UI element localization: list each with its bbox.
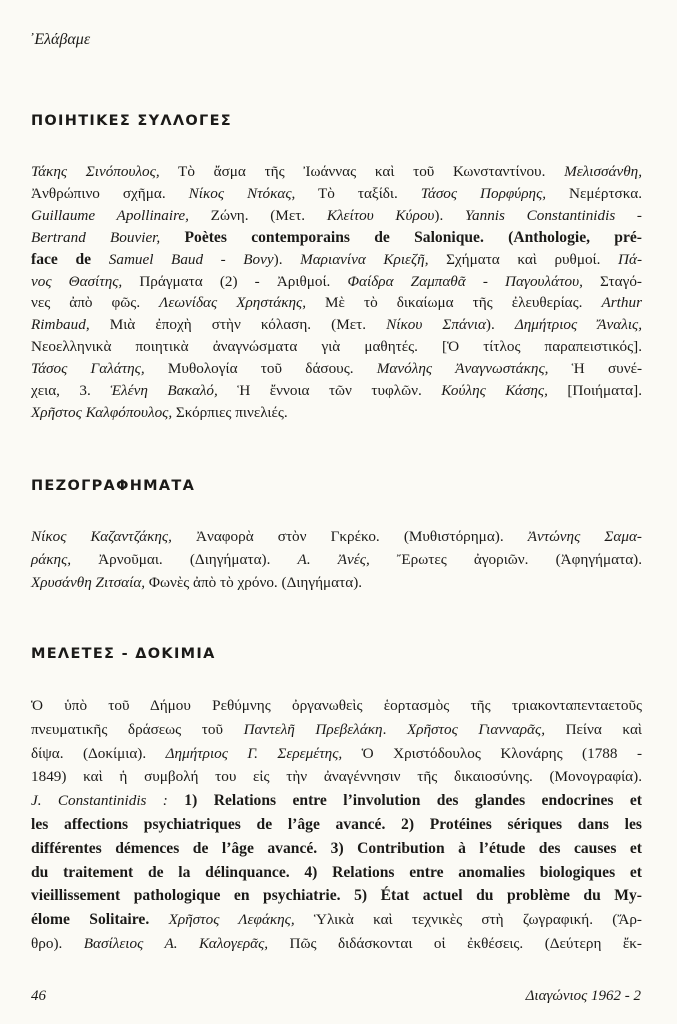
section-heading-prose: ΠΕΖΟΓΡΑΦΗΜΑΤΑ	[31, 478, 196, 494]
text-segment: face de	[31, 250, 109, 268]
text-segment: .	[382, 720, 407, 738]
journal-issue: Διαγώνιος 1962 - 2	[525, 988, 641, 1004]
section-heading-poetry-collections: ΠΟΙΗΤΙΚΕΣ ΣΥΛΛΟΓΕΣ	[31, 113, 232, 129]
text-line	[31, 185, 642, 203]
text-segment: Τὸ ἄσμα τῆς Ἰωάννας καὶ τοῦ Κωνσταντίνου.	[159, 163, 565, 180]
author-name: Samuel Baud - Bovy	[108, 250, 274, 268]
text-line	[31, 251, 642, 269]
text-segment: Φωνὲς ἀπὸ τὸ χρόνο. (Διηγήματα).	[145, 573, 363, 591]
text-segment: élome Solitaire.	[31, 911, 169, 929]
text-line	[31, 528, 642, 546]
text-line	[31, 360, 642, 378]
author-name: Ἑλένη Βακαλό,	[110, 382, 218, 399]
text-line	[31, 864, 642, 882]
text-line	[31, 229, 642, 247]
text-segment: Ἀρνοῦμαι. (Διηγήματα).	[71, 550, 298, 568]
text-segment: νες ἀπὸ φῶς.	[31, 294, 160, 312]
text-segment: Ὑλικὰ καὶ τεχνικὲς στὴ ζωγραφική. (Ἄρ-	[294, 911, 642, 929]
text-line	[31, 721, 642, 739]
text-line	[31, 338, 642, 356]
text-line	[31, 273, 642, 291]
author-name: Χρυσάνθη Ζιτσαία,	[31, 573, 146, 591]
author-name: Arthur	[601, 294, 642, 312]
author-name: Κούλης Κάσης,	[441, 382, 548, 399]
text-segment: Ἀνθρώπινο σχῆμα.	[31, 184, 189, 202]
author-name: Δημήτριος Ἄναλις,	[514, 316, 642, 334]
text-segment: différentes démences de l’âge avancé. 3) Contribution à l’étude des causes et	[31, 839, 642, 857]
author-name: Χρῆστος Γιανναρᾶς,	[406, 720, 545, 738]
text-segment: Μὲ τὸ δικαίωμα τῆς ἐλευθερίας.	[306, 294, 602, 312]
text-line	[31, 697, 642, 715]
author-name: Yannis Constantinidis -	[464, 206, 642, 224]
page-number: 46	[31, 988, 46, 1004]
text-segment: Πῶς διδάσκονται οἱ ἐκθέσεις. (Δεύτερη ἔκ-	[268, 935, 642, 952]
author-name: Α. Ἀνές,	[297, 550, 370, 568]
text-line	[31, 316, 642, 334]
author-name: Παντελῆ Πρεβελάκη	[243, 720, 383, 738]
author-name: νος Θασίτης,	[31, 272, 123, 290]
text-segment: les affections psychiatriques de l’âge avancé. 2) Protéines sériques dans les	[31, 816, 642, 833]
text-segment: Ἔρωτες ἀγοριῶν. (Ἀφηγήματα).	[369, 550, 643, 568]
text-segment: Σταγό-	[582, 272, 642, 290]
text-line	[31, 816, 642, 834]
author-name: Μελισσάνθη,	[564, 163, 642, 180]
author-name: Τάσος Γαλάτης,	[31, 360, 145, 378]
text-line	[31, 745, 642, 763]
text-line	[31, 294, 642, 312]
text-segment: Πείνα καὶ	[545, 720, 642, 738]
author-name: Νίκος Ντόκας,	[188, 184, 296, 202]
text-line	[31, 887, 642, 905]
text-segment: Ζώνη. (Μετ.	[188, 206, 327, 224]
text-segment: ).	[273, 250, 301, 268]
text-segment: du traitement de la délinquance. 4) Relations entre anomalies biologiques et	[31, 863, 642, 881]
author-name: Τάκης Σινόπουλος,	[31, 163, 160, 180]
author-name: Ἀντώνης Σαμα-	[527, 528, 642, 545]
text-segment: Πράγματα (2) - Ἀριθμοί.	[122, 272, 348, 290]
author-name: Βασίλειος Α. Καλογερᾶς,	[83, 935, 269, 952]
text-segment: ).	[485, 316, 515, 334]
text-line	[31, 935, 642, 953]
page-header: ᾿Ελάβαμε	[29, 31, 91, 48]
author-name: Πά-	[618, 250, 642, 268]
author-name: Νίκου Σπάνια	[386, 316, 486, 334]
author-name: Τάσος Πορφύρης,	[420, 184, 547, 202]
text-line	[31, 404, 642, 422]
text-segment: Νεμέρτσκα.	[546, 184, 643, 202]
text-line	[31, 911, 642, 929]
text-segment: Νεοελληνικὰ ποιητικὰ ἀναγνώσματα γιὰ μαθητές. [Ὁ τίτλος παραπειστικός].	[31, 338, 642, 356]
text-segment: ).	[434, 206, 465, 224]
text-segment: Μυθολογία τοῦ δάσους.	[144, 360, 377, 378]
text-segment: vieillissement pathologique en psychiatrie. 5) État actuel du problème du My-	[31, 887, 642, 905]
text-segment: πνευματικῆς δράσεως τοῦ	[31, 720, 244, 738]
text-segment: Ἡ συνέ-	[548, 360, 643, 378]
text-segment: Ὁ Χριστόδουλος Κλονάρης (1788 -	[342, 744, 643, 762]
text-segment: Ἡ ἔννοια τῶν τυφλῶν.	[217, 382, 442, 399]
text-segment: Σκόρπιες πινελιές.	[172, 403, 288, 421]
text-line	[31, 163, 642, 181]
author-name: Χρῆστος Καλφόπουλος,	[31, 403, 173, 421]
text-segment: Ὁ ὑπὸ τοῦ Δήμου Ρεθύμνης ὀργανωθεὶς ἑορτασμὸς τῆς τριακονταπενταετοῦς	[31, 697, 642, 714]
section-heading-studies-essays: ΜΕΛΕΤΕΣ - ΔΟΚΙΜΙΑ	[31, 646, 216, 662]
author-name: Χρῆστος Λεφάκης,	[168, 911, 295, 929]
text-segment: [Ποιήματα].	[547, 382, 642, 399]
text-line	[31, 792, 642, 810]
author-name: J. Constantinidis :	[31, 792, 168, 810]
author-name: Νίκος Καζαντζάκης,	[31, 528, 172, 545]
text-line	[31, 551, 642, 569]
text-line	[31, 768, 642, 786]
text-segment: Μιὰ ἐποχὴ στὴν κόλαση. (Μετ.	[89, 316, 387, 334]
author-name: Bertrand Bouvier,	[31, 228, 161, 246]
author-name: Δημήτριος Γ. Σερεμέτης,	[165, 744, 343, 762]
text-segment: Σχήματα καὶ ρυθμοί.	[428, 250, 618, 268]
text-line	[31, 840, 642, 858]
text-segment: θρο).	[31, 935, 84, 952]
text-segment: 1849) καὶ ἡ συμβολή του εἰς τὴν ἀναγέννησιν τῆς δικαιοσύνης. (Μονογραφία).	[31, 768, 642, 786]
author-name: ράκης,	[31, 550, 72, 568]
text-line	[31, 207, 642, 225]
author-name: Guillaume Apollinaire,	[31, 206, 189, 224]
author-name: Λεωνίδας Χρηστάκης,	[159, 294, 307, 312]
author-name: Φαίδρα Ζαμπαθᾶ - Παγουλάτου,	[347, 272, 583, 290]
author-name: Κλείτου Κύρου	[326, 206, 435, 224]
author-name: Rimbaud,	[31, 316, 90, 334]
text-segment: 1) Relations entre l’involution des glandes endocrines et	[167, 792, 642, 810]
text-line	[31, 382, 642, 400]
text-segment: Ἀναφορὰ στὸν Γκρέκο. (Μυθιστόρημα).	[171, 528, 528, 545]
text-segment: χεια, 3.	[31, 382, 111, 399]
author-name: Μαριανίνα Κριεζῆ,	[300, 250, 429, 268]
text-segment: δίψα. (Δοκίμια).	[31, 744, 166, 762]
text-line	[31, 574, 642, 592]
author-name: Μανόλης Ἀναγνωστάκης,	[376, 360, 549, 378]
text-segment: Τὸ ταξίδι.	[295, 184, 421, 202]
text-segment: Poètes contemporains de Salonique. (Anthologie, pré-	[160, 228, 643, 246]
